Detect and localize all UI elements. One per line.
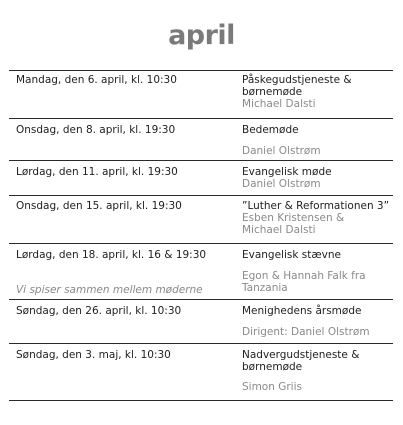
event-speaker: Dirigent: Daniel Olstrøm [242, 326, 370, 338]
event-date-text: Lørdag, den 18. april, kl. 16 & 19:30 [16, 249, 207, 261]
event-details [242, 200, 392, 236]
event-speaker: Michael Dalsti [242, 224, 316, 236]
event-details [242, 166, 392, 190]
event-date: Søndag, den 3. maj, kl. 10:30 [16, 349, 171, 361]
page-title: april [168, 20, 235, 51]
event-title-line: ”Luther & Reformationen 3” [242, 200, 390, 212]
divider [9, 70, 393, 71]
event-details [242, 249, 392, 294]
divider [9, 160, 393, 161]
event-speaker: Esben Kristensen & [242, 212, 345, 224]
event-date: Lørdag, den 11. april, kl. 19:30 [16, 166, 178, 178]
event-date: Onsdag, den 8. april, kl. 19:30 [16, 124, 176, 136]
event-details [242, 305, 392, 338]
event-title-line: Evangelisk møde [242, 166, 332, 178]
event-speaker: Daniel Olstrøm [242, 178, 321, 190]
event-date: Mandag, den 6. april, kl. 10:30 [16, 74, 177, 86]
event-title-line: børnemøde [242, 86, 303, 98]
event-speaker: Michael Dalsti [242, 98, 316, 110]
event-details [242, 349, 392, 393]
divider [9, 299, 393, 300]
event-speaker: Simon Griis [242, 381, 302, 393]
event-date [16, 249, 231, 296]
divider [9, 118, 393, 119]
event-title-line: Bedemøde [242, 124, 299, 136]
event-title-line: børnemøde [242, 361, 303, 373]
event-title-line: Menighedens årsmøde [242, 305, 362, 317]
event-title-line: Evangelisk stævne [242, 249, 342, 261]
event-date: Søndag, den 26. april, kl. 10:30 [16, 305, 182, 317]
event-speaker: Tanzania [242, 282, 288, 294]
event-title-line: Påskegudstjeneste & [242, 74, 352, 86]
event-details [242, 124, 392, 157]
event-date: Onsdag, den 15. april, kl. 19:30 [16, 200, 182, 212]
divider [9, 400, 393, 401]
divider [9, 243, 393, 244]
divider [9, 343, 393, 344]
event-note: Vi spiser sammen mellem møderne [16, 284, 203, 296]
event-title-line: Nadvergudstjeneste & [242, 349, 360, 361]
divider [9, 195, 393, 196]
event-speaker: Egon & Hannah Falk fra [242, 270, 366, 282]
event-speaker: Daniel Olstrøm [242, 145, 321, 157]
event-details [242, 74, 392, 110]
